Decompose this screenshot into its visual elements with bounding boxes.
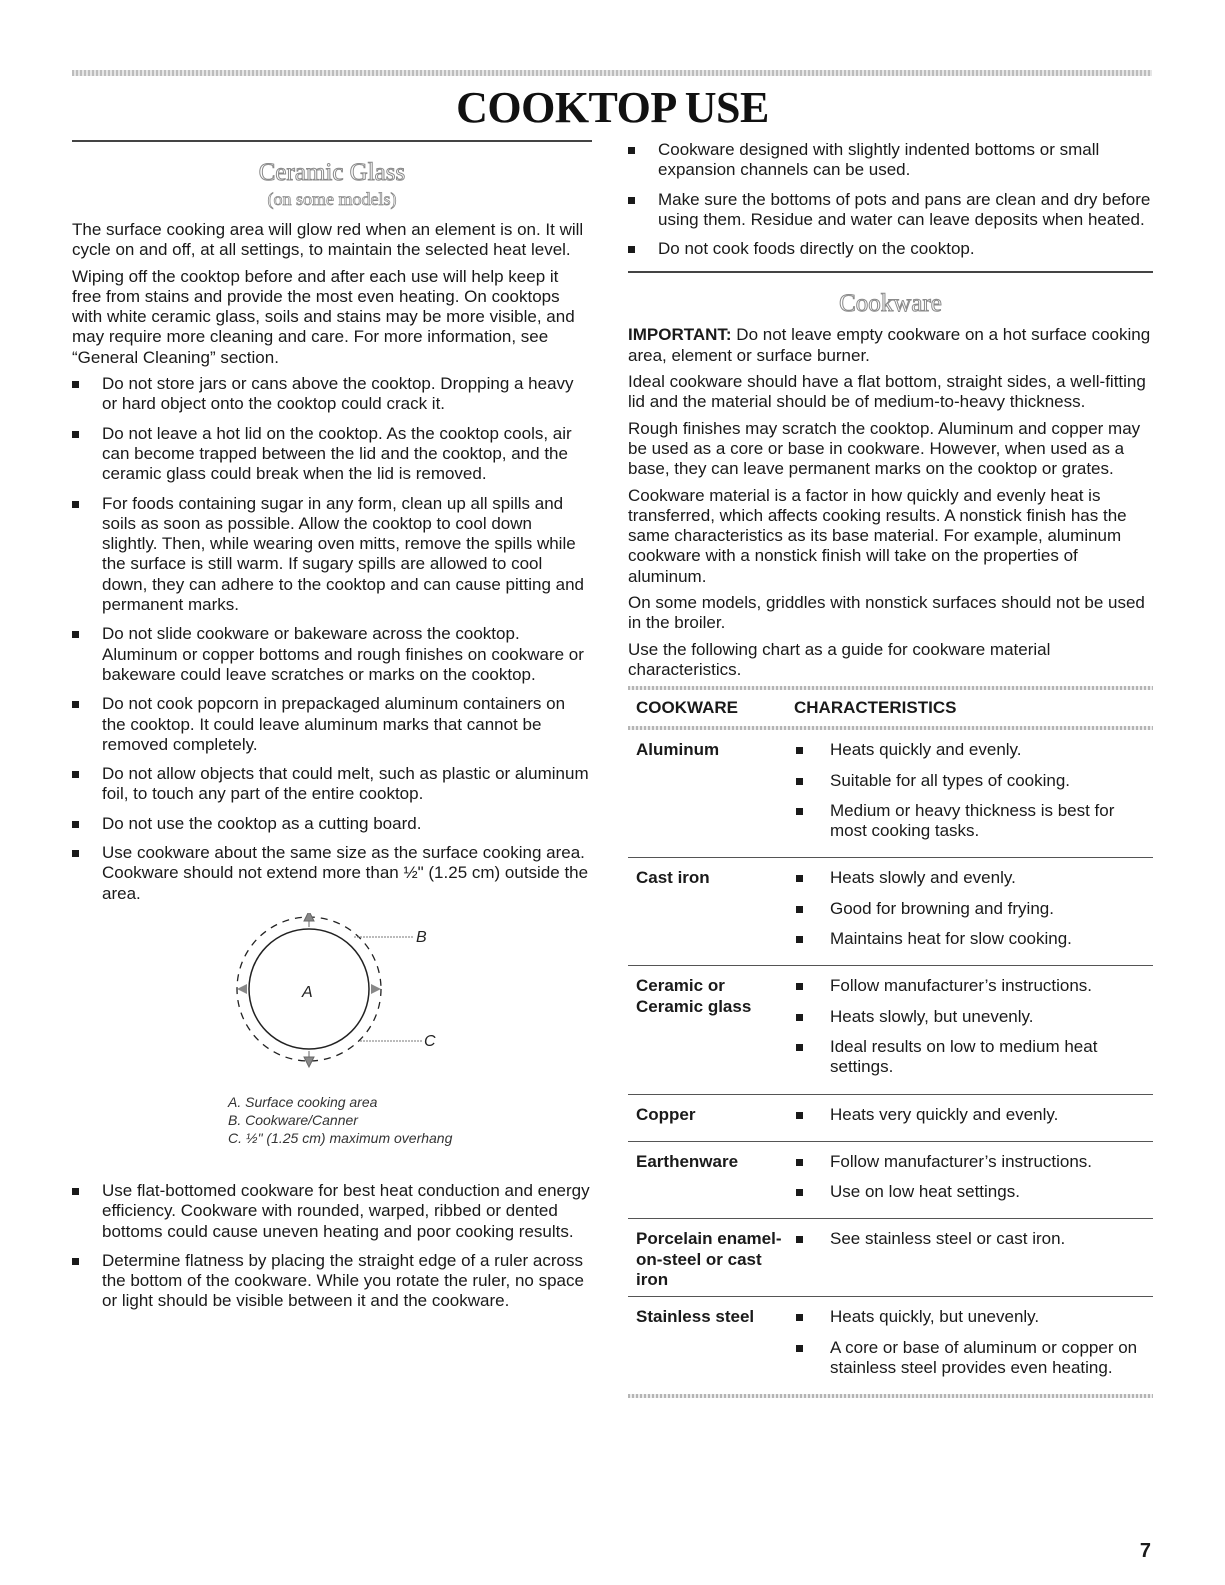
table-row xyxy=(628,1094,1153,1141)
list-item xyxy=(794,801,1153,842)
table-header-row xyxy=(628,690,1153,726)
bullet-square-icon xyxy=(628,147,635,154)
bullet-square-icon xyxy=(796,808,803,815)
list-item xyxy=(72,694,592,755)
bullet-square-icon xyxy=(796,906,803,913)
important-text: Do not leave empty cookware on a hot surface cooking area, element or surface burner. xyxy=(628,325,1151,365)
list-item-text: Suitable for all types of cooking. xyxy=(830,770,1071,790)
list-item-text: Make sure the bottoms of pots and pans are clean and dry before using them. Residue and water can leave deposits when heated. xyxy=(658,189,1151,229)
bullet-square-icon xyxy=(72,821,79,828)
list-item-text: Do not slide cookware or bakeware across the cooktop. Aluminum or copper bottoms and rough finishes on cookware or bakeware could leave scratches or marks on the cooktop. xyxy=(102,624,584,684)
bullet-square-icon xyxy=(796,1014,803,1021)
list-item xyxy=(794,899,1153,919)
bullet-list xyxy=(628,140,1153,259)
section-rule xyxy=(628,271,1153,273)
bullet-square-icon xyxy=(72,850,79,857)
list-item-text: See stainless steel or cast iron. xyxy=(830,1229,1066,1249)
list-item xyxy=(794,740,1153,760)
list-item xyxy=(628,190,1153,231)
material-characteristics xyxy=(786,966,1153,1094)
material-name: Stainless steel xyxy=(636,1307,755,1327)
material-name: Cast iron xyxy=(628,858,786,966)
paragraph: On some models, griddles with nonstick surfaces should not be used in the broiler. xyxy=(628,593,1145,633)
paragraph: Ideal cookware should have a flat bottom, straight sides, a well-fitting lid and the material should be of medium-to-heavy thickness. xyxy=(628,372,1146,412)
bullet-square-icon xyxy=(796,1314,803,1321)
list-item-text: Heats slowly and evenly. xyxy=(830,868,1016,888)
list-item xyxy=(72,1251,592,1312)
list-item-text: A core or base of aluminum or copper on stainless steel provides even heating. xyxy=(830,1337,1138,1377)
label-b: B xyxy=(416,928,427,946)
list-item xyxy=(794,1338,1153,1379)
paragraph: Cookware material is a factor in how quickly and evenly heat is transferred, which affects cooking results. A nonstick finish has the same characteristics as its base material. For example, aluminum cookware with a nonstick finish will take on the properties of aluminum. xyxy=(628,485,1127,586)
material-name: Earthenware xyxy=(628,1141,786,1219)
section-subtitle: (on some models) xyxy=(267,189,397,209)
cookware-paragraphs xyxy=(628,372,1153,680)
list-item-text: Heats slowly, but unevenly. xyxy=(830,1006,1034,1026)
table-row xyxy=(628,730,1153,858)
material-name: Porcelain enamel-on-steel or cast iron xyxy=(628,1219,786,1297)
caption-a: A. Surface cooking area xyxy=(228,1093,378,1110)
material-characteristics xyxy=(786,1094,1153,1141)
list-item-text: Maintains heat for slow cooking. xyxy=(830,929,1072,949)
list-item xyxy=(794,1037,1153,1078)
list-item-text: Follow manufacturer’s instructions. xyxy=(830,976,1093,996)
list-item-text: Cookware designed with slightly indented bottoms or small expansion channels can be used. xyxy=(658,140,1100,180)
bullet-square-icon xyxy=(72,701,79,708)
bullet-square-icon xyxy=(796,1189,803,1196)
paragraph: Use the following chart as a guide for cookware material characteristics. xyxy=(628,639,1051,679)
list-item xyxy=(628,140,1153,181)
characteristics-list xyxy=(794,740,1153,841)
caption-b: B. Cookware/Canner xyxy=(228,1111,358,1128)
bullet-list xyxy=(72,374,592,904)
list-item-text: Do not store jars or cans above the cooktop. Dropping a heavy or hard object onto the cooktop could crack it. xyxy=(102,374,574,414)
list-item xyxy=(794,1229,1153,1249)
list-item xyxy=(794,1182,1153,1202)
list-item-text: Use flat-bottomed cookware for best heat conduction and energy efficiency. Cookware with rounded, warped, ribbed or dented bottoms could cause uneven heating and poor cooking results. xyxy=(102,1180,590,1241)
list-item xyxy=(794,976,1153,996)
list-item xyxy=(794,1307,1153,1327)
table-row xyxy=(628,1297,1153,1394)
section-rule xyxy=(72,140,592,142)
top-decorative-rule xyxy=(72,70,1152,76)
table-row xyxy=(628,1219,1153,1297)
figure-captions xyxy=(228,1093,452,1147)
list-item xyxy=(72,624,592,685)
list-item xyxy=(72,814,592,834)
list-item xyxy=(794,1007,1153,1027)
list-item-text: Use on low heat settings. xyxy=(830,1182,1020,1202)
list-item-text: Do not allow objects that could melt, such as plastic or aluminum foil, to touch any part of the entire cooktop. xyxy=(102,764,589,804)
list-item-text: Do not leave a hot lid on the cooktop. As the cooktop cools, air can become trapped between the lid and the cooktop, and the ceramic glass could break when the lid is removed. xyxy=(102,423,572,484)
list-item-text: Good for browning and frying. xyxy=(830,898,1054,918)
bullet-square-icon xyxy=(72,381,79,388)
right-column xyxy=(628,140,1153,1398)
column-header-cookware: COOKWARE xyxy=(636,698,738,718)
list-item xyxy=(72,494,592,616)
label-a: A xyxy=(302,983,313,1001)
bullet-square-icon xyxy=(796,983,803,990)
list-item-text: Do not cook foods directly on the cooktop. xyxy=(658,239,975,259)
section-title-cookware: Cookware xyxy=(839,290,942,318)
characteristics-list xyxy=(794,868,1153,949)
list-item-text: Do not use the cooktop as a cutting board. xyxy=(102,813,422,833)
list-item xyxy=(628,239,1153,259)
important-note xyxy=(628,325,1153,366)
table-row xyxy=(628,1141,1153,1219)
bullet-square-icon xyxy=(796,747,803,754)
list-item-text: Medium or heavy thickness is best for most cooking tasks. xyxy=(830,800,1115,841)
list-item xyxy=(794,929,1153,949)
bullet-square-icon xyxy=(628,197,635,204)
bullet-square-icon xyxy=(72,501,79,508)
list-item-text: Determine flatness by placing the straight edge of a ruler across the bottom of the cookware. While you rotate the ruler, no space or light should be visible between it and the cookware. xyxy=(102,1250,584,1311)
list-item xyxy=(794,1152,1153,1172)
characteristics-list xyxy=(794,976,1153,1077)
caption-c: C. ½" (1.25 cm) maximum overhang xyxy=(228,1129,453,1146)
bullet-square-icon xyxy=(628,246,635,253)
material-name: Copper xyxy=(628,1094,786,1141)
material-characteristics xyxy=(786,1219,1153,1297)
characteristics-list xyxy=(794,1105,1153,1125)
column-header-characteristics: CHARACTERISTICS xyxy=(794,698,957,718)
bullet-square-icon xyxy=(72,1188,79,1195)
page-number: 7 xyxy=(1139,1540,1151,1562)
bullet-square-icon xyxy=(72,1258,79,1265)
list-item-text: Heats quickly and evenly. xyxy=(830,740,1022,760)
cookware-size-figure xyxy=(72,913,592,1163)
bullet-square-icon xyxy=(796,1345,803,1352)
bullet-square-icon xyxy=(796,778,803,785)
right-arrow-icon xyxy=(371,984,381,994)
material-characteristics xyxy=(786,858,1153,966)
characteristics-list xyxy=(794,1307,1153,1378)
list-item-text: Use cookware about the same size as the surface cooking area. Cookware should not extend more than ½" (1.25 cm) outside the area. xyxy=(102,843,589,903)
bullet-square-icon xyxy=(72,631,79,638)
list-item xyxy=(794,868,1153,888)
list-item-text: Heats very quickly and evenly. xyxy=(830,1104,1059,1124)
list-item xyxy=(72,374,592,415)
paragraph: Wiping off the cooktop before and after each use will help keep it free from stains and provide the most even heating. On cooktops with white ceramic glass, soils and stains may be more visible, and may require more cleaning and care. For more information, see “General Cleaning” section. xyxy=(72,266,575,367)
bullet-square-icon xyxy=(796,1044,803,1051)
bullet-square-icon xyxy=(72,771,79,778)
cookware-characteristics-table xyxy=(628,690,1153,1394)
characteristics-list xyxy=(794,1152,1153,1203)
list-item xyxy=(794,771,1153,791)
material-characteristics xyxy=(786,1297,1153,1394)
important-label: IMPORTANT: xyxy=(628,325,732,345)
list-item xyxy=(72,1181,592,1242)
label-c: C xyxy=(424,1032,436,1050)
material-characteristics xyxy=(786,1141,1153,1219)
table-row xyxy=(628,966,1153,1094)
list-item-text: Ideal results on low to medium heat settings. xyxy=(830,1036,1098,1077)
list-item-text: Follow manufacturer’s instructions. xyxy=(830,1151,1093,1171)
list-item-text: Do not cook popcorn in prepackaged aluminum containers on the cooktop. It could leave aluminum marks that cannot be removed completely. xyxy=(102,694,566,754)
page-title: COOKTOP USE xyxy=(456,83,769,132)
section-title-ceramic-glass: Ceramic Glass xyxy=(258,159,406,186)
left-arrow-icon xyxy=(237,984,247,994)
material-name: Ceramic or Ceramic glass xyxy=(628,966,786,1094)
paragraph: The surface cooking area will glow red when an element is on. It will cycle on and off, at all settings, to maintain the selected heat level. xyxy=(72,220,584,260)
top-arrow-icon xyxy=(304,913,314,927)
characteristics-list xyxy=(794,1229,1153,1249)
material-characteristics xyxy=(786,730,1153,858)
list-item xyxy=(72,424,592,485)
bullet-list xyxy=(72,1181,592,1312)
bullet-square-icon xyxy=(796,1159,803,1166)
bullet-square-icon xyxy=(796,875,803,882)
left-column xyxy=(72,140,592,1321)
list-item xyxy=(72,764,592,805)
table-row xyxy=(628,858,1153,966)
list-item-text: For foods containing sugar in any form, clean up all spills and soils as soon as possible. Allow the cooktop to cool down slightly. Then, while wearing oven mitts, remove the spills while the surface is still warm. If sugary spills are allowed to cool down, they can adhere to the cooktop and can cause pitting and permanent marks. xyxy=(102,493,585,615)
table-bottom-rule xyxy=(628,1394,1153,1398)
paragraph: Rough finishes may scratch the cooktop. Aluminum and copper may be used as a core or base in cookware. However, when used as a base, they can leave permanent marks on the cooktop or grates. xyxy=(628,418,1141,479)
bullet-square-icon xyxy=(796,1112,803,1119)
material-name: Aluminum xyxy=(628,730,786,858)
list-item xyxy=(72,843,592,904)
list-item xyxy=(794,1105,1153,1125)
bullet-square-icon xyxy=(796,1236,803,1243)
bullet-square-icon xyxy=(72,431,79,438)
bullet-square-icon xyxy=(796,936,803,943)
list-item-text: Heats quickly, but unevenly. xyxy=(830,1307,1040,1327)
bottom-arrow-icon xyxy=(304,1051,314,1067)
